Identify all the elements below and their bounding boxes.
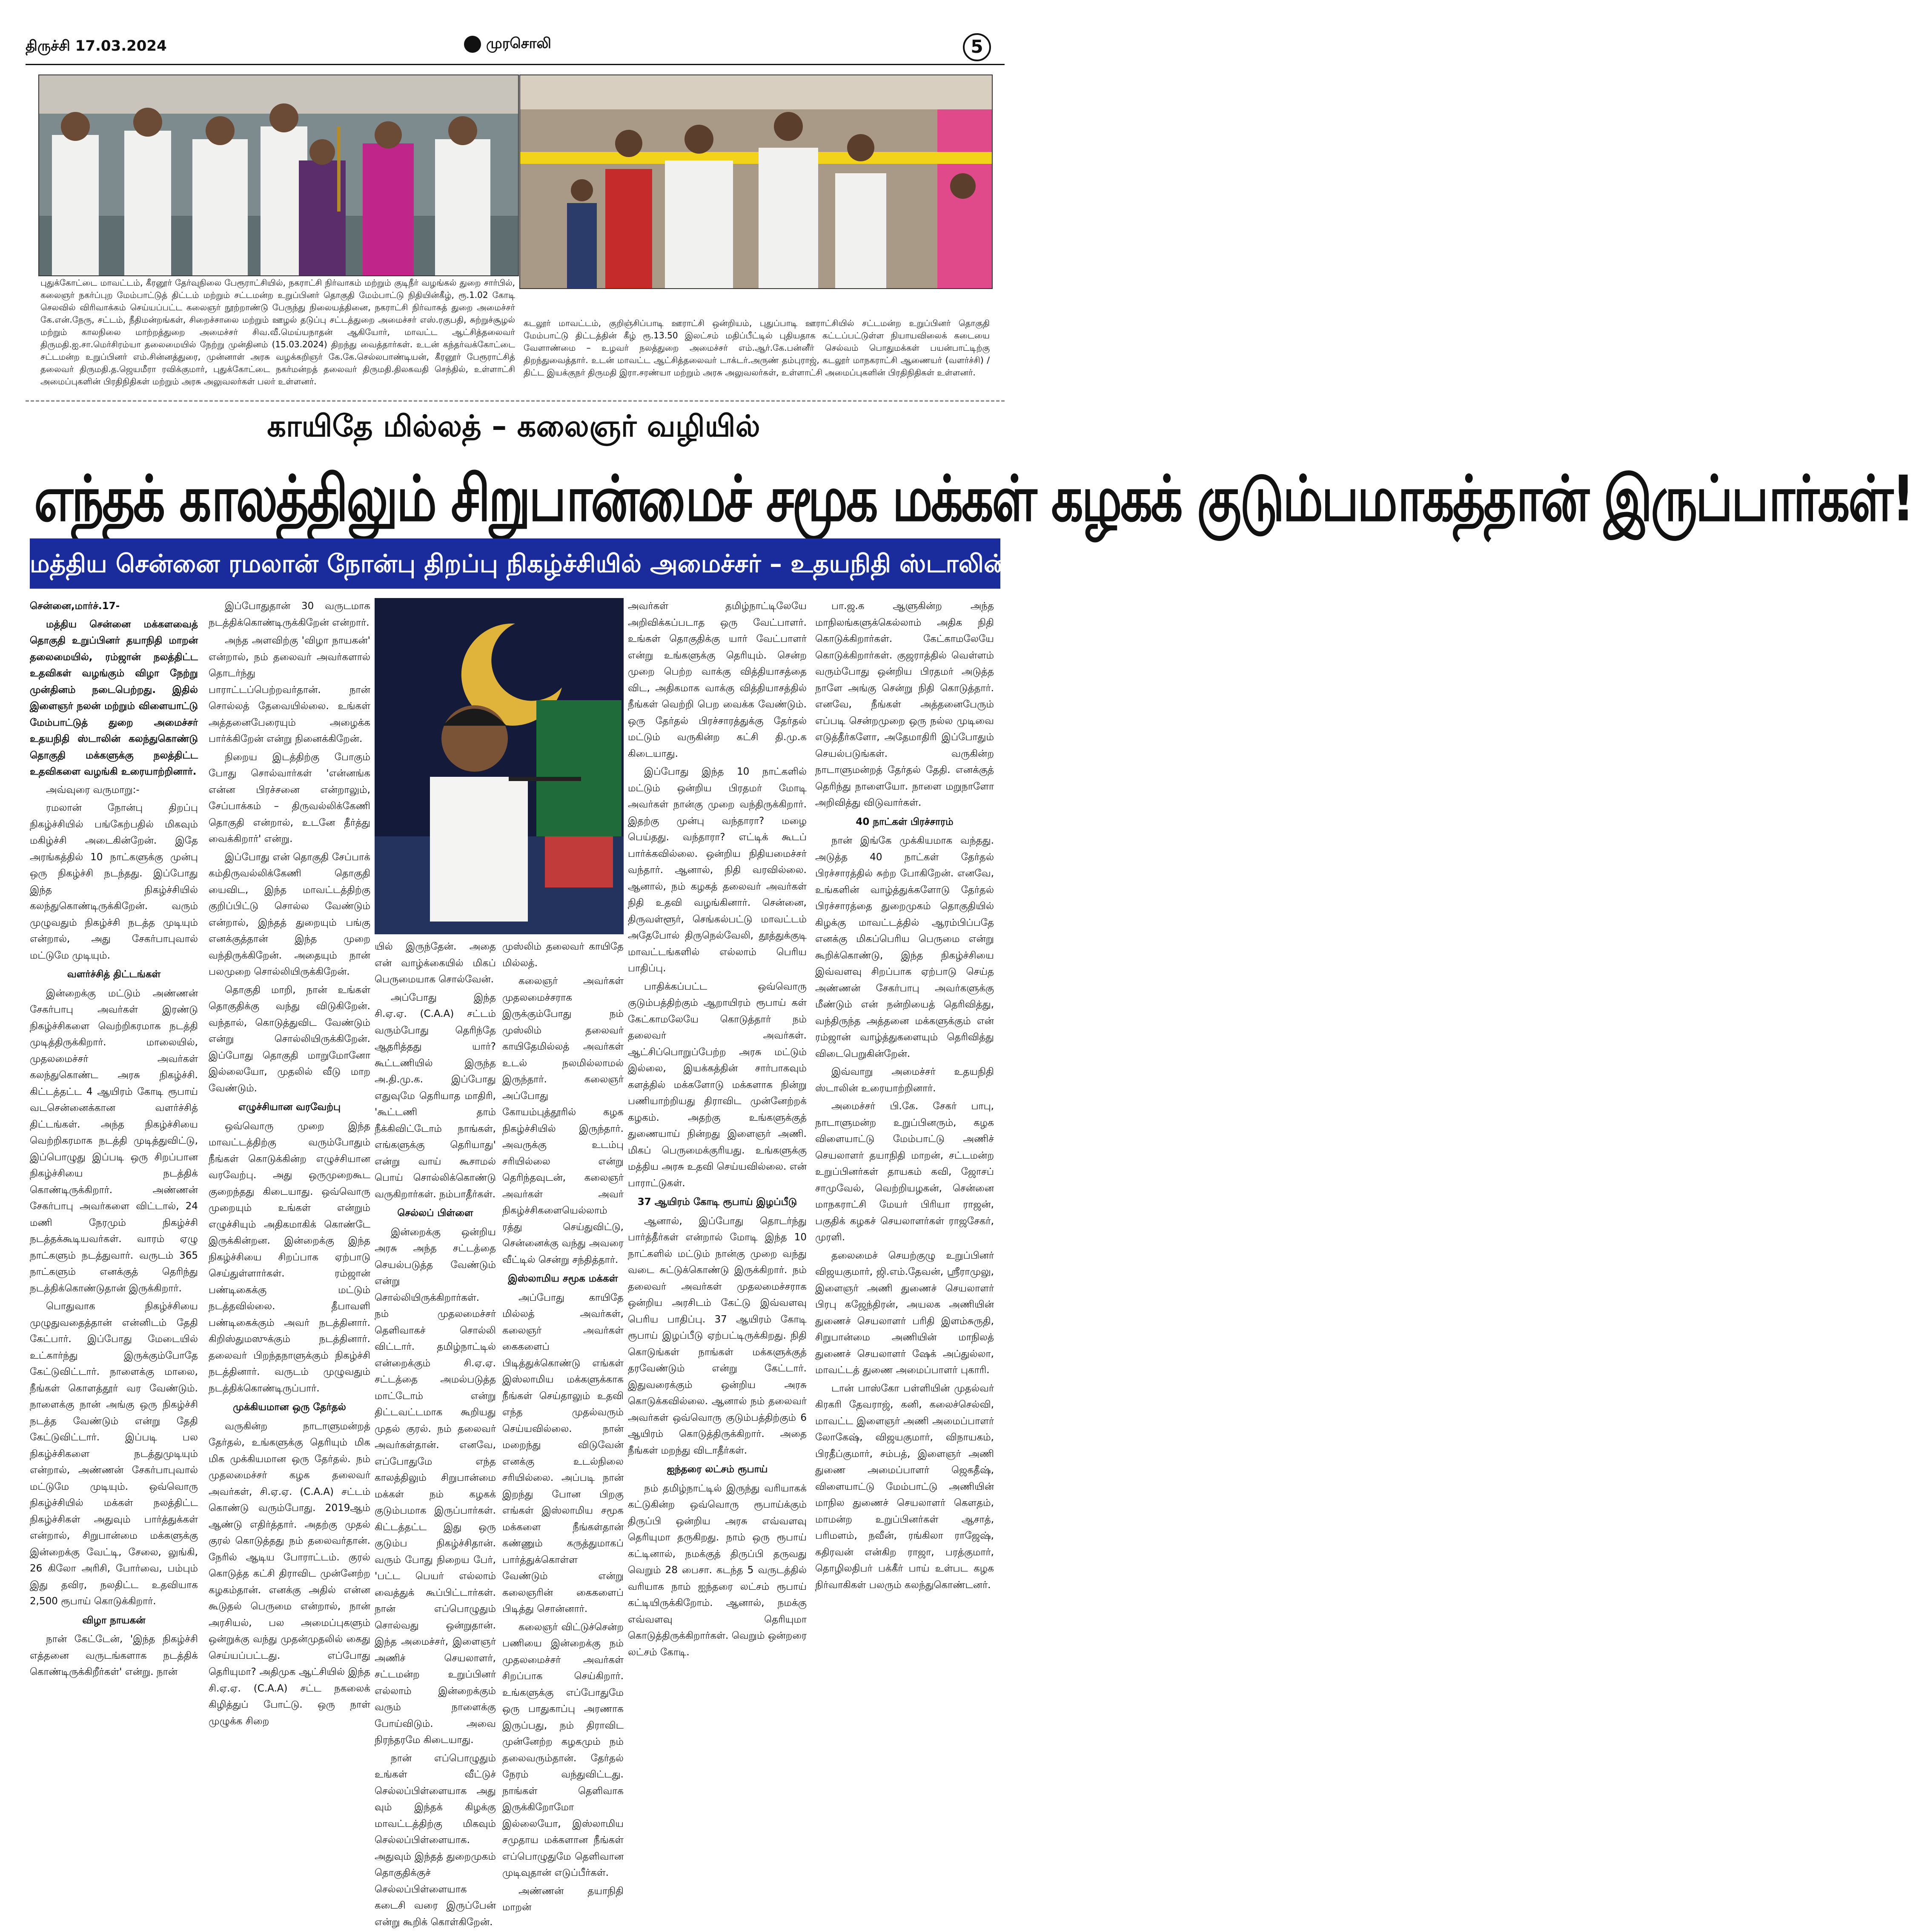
paragraph: நான் இங்கே முக்கியமாக வந்தது. அடுத்த 40 நாட்கள் தேர்தல் பிரச்சாரத்தில் சுற்ற போகிறேன். எனவே, உங்களின் வாழ்த்துக்களோடு தேர்தல் பிரச்சாரத்தை துறைமுகம் தொகுதியில் கிழக்கு மாவட்டத்தில் ஆரம்பிப்பதே எனக்கு மிகப்பெரிய பெருமை என்று கூறிக்கொண்டு, இந்த நிகழ்ச்சியை இவ்வளவு சிறப்பாக ஏற்பாடு செய்த அண்ணன் சேகர்பாபு அவர்களுக்கு மீண்டும் என் நன்றியைத் தெரிவித்து, வந்திருந்த அத்தனை மக்களுக்கும் என் ரம்ஜான் வாழ்த்துகளையும் தெரிவித்து விடைபெறுகின்றேன். bbox=[815, 835, 994, 1059]
subheading: 37 ஆயிரம் கோடி ரூபாய் இழப்பீடு bbox=[637, 1196, 797, 1208]
subheading: ஐந்தரை லட்சம் ரூபாய் bbox=[667, 1464, 768, 1475]
paragraph: இப்போது என் தொகுதி சேப்பாக் கம்திருவல்லிக்கேணி தொகுதி யைவிட, இந்த மாவட்டத்திற்கு குறிப்பிட்டு சொல்ல வேண்டும் என்றால், இந்தத் துறையும் பங்கு எனக்குத்தான் இந்த முறை வந்திருக்கிறேன். அதையும் நான் பலமுறை சொல்லியிருக்கிறேன். bbox=[209, 851, 370, 977]
header-rule bbox=[26, 64, 1005, 65]
paragraph: கலைஞர் அவர்கள் முதலமைச்சராக இருக்கும்போது நம் முஸ்லிம் தலைவர் காயிதேமில்லத் அவர்கள் உடல் நலமில்லாமல் இருந்தார். கலைஞர் அப்போது கோயம்புத்தூரில் கழக நிகழ்ச்சியில் இருந்தார். அவருக்கு உடம்பு சரியில்லை என்று தெரிந்தவுடன், கலைஞர் அவர்கள் அவர் நிகழ்ச்சிகளையெல்லாம் ரத்து செய்துவிட்டு, சென்னைக்கு வந்து அவரை வீட்டில் சென்று சந்தித்தார். bbox=[502, 976, 624, 1265]
paragraph: நான் கேட்டேன், 'இந்த நிகழ்ச்சி எத்தனை வருடங்களாக நடத்திக் கொண்டிருக்கிறீர்கள்' என்று. நான் bbox=[30, 1634, 198, 1677]
kicker: காயிதே மில்லத் – கலைஞர் வழியில் bbox=[267, 409, 760, 444]
subheading: இஸ்லாமிய சமூக மக்கள் bbox=[508, 1273, 618, 1284]
photo2-caption: கடலூர் மாவட்டம், குறிஞ்சிப்பாடி ஊராட்சி ஒன்றியம், புதுப்பாடி ஊராட்சியில் சட்டமன்ற உறுப்பினர் தொகுதி மேம்பாட்டு திட்டத்தின் கீழ் ரூ.13.50 இலட்சம் மதிப்பீட்டில் புதியதாக கட்டப்பட்டுள்ள நியாயவிலைக் கடையை வேளாண்மை – உழவர் நலத்துறை அமைச்சர் எம்.ஆர்.கே.பன்னீர் செல்வம் பொதுமக்கள் பயன்பாட்டிற்கு திறந்துவைத்தார். உடன் மாவட்ட ஆட்சித்தலைவர் டாக்டர்.அருண் தம்புராஜ், கடலூர் மாநகராட்சி ஆணையர் (வளர்ச்சி) / திட்ட இயக்குநர் திருமதி இரா.சரண்யா மற்றும் அரசு அலுவலர்கள், உள்ளாட்சி அமைப்புகளின் பிரதிநிதிகள் உள்ளனர். bbox=[524, 318, 990, 378]
paragraph: இவ்வாறு அமைச்சர் உதயநிதி ஸ்டாலின் உரையாற்றினார். bbox=[815, 1066, 994, 1094]
subheading: எழுச்சியான வரவேற்பு bbox=[238, 1102, 341, 1113]
paragraph: அந்த அளவிற்கு 'விழா நாயகன்' என்றால், நம் தலைவர் அவர்களால் தொடர்ந்து பாராட்டப்பெற்றவர்தான். நான் சொல்லத் தேவையில்லை. உங்கள் அத்தனைபேரையும் அழைக்க பார்க்கிறேன் என்று நினைக்கிறேன். bbox=[209, 635, 370, 744]
masthead bbox=[464, 35, 551, 54]
lead-paragraph: மத்திய சென்னை மக்களவைத் தொகுதி உறுப்பினர் தயாநிதி மாறன் தலைமையில், ரம்ஜான் நலத்திட்ட உதவிகள் வழங்கும் விழா நேற்று முன்தினம் நடைபெற்றது. இதில் இளைஞர் நலன் மற்றும் விளையாட்டு மேம்பாட்டுத் துறை அமைச்சர் உதயநிதி ஸ்டாலின் கலந்துகொண்டு தொகுதி மக்களுக்கு நலத்திட்ட உதவிகளை வழங்கி உரையாற்றினார். bbox=[30, 618, 198, 777]
paragraph: ஆனால், இப்போது தொடர்ந்து பார்த்தீர்கள் என்றால் மோடி இந்த 10 நாட்களில் மட்டும் நான்கு முறை வந்து வடை சுட்டுக்கொண்டு இருக்கிறார். நம் தலைவர் அவர்கள் முதலமைச்சராக ஒன்றிய அரசிடம் கேட்டு இவ்வளவு பெரிய பாதிப்பு. 37 ஆயிரம் கோடி ரூபாய் இழப்பீடு ஏற்பட்டிருக்கிறது. நிதி கொடுங்கள் நாங்கள் மக்களுக்குத் தரவேண்டும் என்று கேட்டார். இதுவரைக்கும் ஒன்றிய அரசு கொடுக்கவில்லை. ஆனால் நம் தலைவர் அவர்கள் ஒவ்வொரு குடும்பத்திற்கும் 6 ஆயிரம் கொடுத்திருக்கிறார். அதை நீங்கள் மறந்து விடாதீர்கள். bbox=[628, 1215, 807, 1456]
paragraph: அப்போது இந்த சி.ஏ.ஏ. (C.A.A) சட்டம் வரும்போது தெரிந்தே ஆதரித்தது யார்? கூட்டணியில் இருந்த அ.தி.மு.க. இப்போது எதுவுமே தெரியாத மாதிரி, 'கூட்டணி தாம் நீக்கிவிட்டோம் நாங்கள், எங்களுக்கு தெரியாது' என்று வாய் கூசாமல் பொய் சொல்லிக்கொண்டு வருகிறார்கள். நம்பாதீர்கள். bbox=[375, 992, 496, 1200]
photo-ration-shop-opening bbox=[519, 74, 993, 289]
paragraph: நம் தமிழ்நாட்டில் இருந்து வரியாகக் கட்டுகின்ற ஒவ்வொரு ரூபாய்க்கும் திருப்பி ஒன்றிய அரசு எவ்வளவு தெரியுமா தருகிறது. நாம் ஒரு ரூபாய் கட்டினால், நமக்குத் திருப்பி தருவது வெறும் 28 பைசா. கடந்த 5 வருடத்தில் வரியாக நாம் ஐந்தரை லட்சம் ரூபாய் கட்டியிருக்கிறோம். ஆனால், நமக்கு எவ்வளவு தெரியுமா கொடுத்திருக்கிறார்கள். வெறும் ஒன்றரை லட்சம் கோடி. bbox=[628, 1483, 807, 1658]
photo-inauguration-keeranur bbox=[38, 74, 519, 276]
subheadline-banner: மத்திய சென்னை ரமலான் நோன்பு திறப்பு நிகழ்ச்சியில் அமைச்சர் – உதயநிதி ஸ்டாலின் நெகிழ்ச்சி! bbox=[30, 538, 1000, 589]
paragraph: ஒவ்வொரு முறை இந்த மாவட்டத்திற்கு வரும்போதும் நீங்கள் கொடுக்கின்ற எழுச்சியான வரவேற்பு. அது ஒருமுறைகூட குறைந்தது கிடையாது. ஒவ்வொரு முறையும் உங்கள் என்றும் எழுச்சியும் அதிகமாகிக் கொண்டே இருக்கின்றன. இன்றைக்கு இந்த நிகழ்ச்சியை சிறப்பாக ஏற்பாடு செய்துள்ளார்கள். ரம்ஜான் பண்டிகைக்கு மட்டும் நடத்தவில்லை. தீபாவளி பண்டிகைக்கும் அவர் நடத்தினார். கிறிஸ்துமஸுக்கும் நடத்தினார். தலைவர் பிறந்தநாளுக்கும் நிகழ்ச்சி நடத்தினார். வருடம் முழுவதும் நடத்திக்கொண்டிருப்பார். bbox=[209, 1120, 370, 1394]
paper-name: முரசொலி bbox=[486, 35, 551, 52]
subheading: வளர்ச்சித் திட்டங்கள் bbox=[67, 969, 161, 980]
subheading: விழா நாயகன் bbox=[82, 1614, 146, 1626]
subheading: 40 நாட்கள் பிரச்சாரம் bbox=[856, 816, 954, 827]
photo1-caption: புதுக்கோட்டை மாவட்டம், கீரனூர் தேர்வுநிலை பேரூராட்சியில், நகராட்சி நிர்வாகம் மற்றும் குடிநீர் வழங்கல் துறை சார்பில், கலைஞர் நகர்ப்புற மேம்பாட்டுத் திட்டம் மற்றும் சட்டமன்ற உறுப்பினர் தொகுதி மேம்பாட்டு நிதியின்கீழ், ரூ.1.02 கோடி செலவில் விரிவாக்கம் செய்யப்பட்ட கலைஞர் நூற்றாண்டு பேருந்து நிலையத்தினை, நகராட்சி நிர்வாகத் துறை அமைச்சர் கே.என்.நேரு, சட்டம், நீதிமன்றங்கள், சிறைச்சாலை மற்றும் ஊழல் தடுப்பு சட்டத்துறை அமைச்சர் எஸ்.ரகுபதி, சுற்றுச்சூழல் மற்றும் காலநிலை மாற்றத்துறை அமைச்சர் சிவ.வீ.மெய்யநாதன் ஆகியோர், மாவட்ட ஆட்சித்தலைவர் திருமதி.ஐ.சா.மெர்சிரம்யா தலைமையில் நேற்று முன்தினம் (15.03.2024) திறந்து வைத்தார்கள். உடன் கந்தர்வக்கோட்டை சட்டமன்ற உறுப்பினர் எம்.சின்னத்துரை, முன்னாள் அரசு வழக்கறிஞர் கே.கே.செல்லபாண்டியன், கீரனூர் பேரூராட்சித் தலைவர் திருமதி.த.ஜெயமீரா ரவிக்குமார், புதுக்கோட்டை நகர்மன்றத் தலைவர் திருமதி.திலகவதி செந்தில், உள்ளாட்சி அமைப்புகளின் பிரதிநிதிகள் மற்றும் அரசு அலுவலர்கள் பலர் உள்ளனர். bbox=[40, 278, 515, 386]
paragraph: டான் பாஸ்கோ பள்ளியின் முதல்வர் கிரகரி தேவராஜ், கனி, கலைச்செல்வி, மாவட்ட இளைஞர் அணி அமைப்பாளர் லோகேஷ், விஜயகுமார், விநாயகம், பிரதீப்குமார், சம்பத், இளைஞர் அணி துணை அமைப்பாளர் ஜெகதீஷ், விளையாட்டு மேம்பாட்டு அணியின் மாநில துணைச் செயலாளர் கௌதம், மாமன்ற உறுப்பினர்கள் ஆசாத், பரிமளம், நவீன், ரங்கிலா ராஜேஷ், கதிரவன் என்கிற ராஜா, பரத்குமார், தொழிலதிபர் பக்கீர் பாய் உள்பட கழக நிர்வாகிகள் பலரும் கலந்துகொண்டனர். bbox=[815, 1382, 994, 1591]
paragraph: தலைமைச் செயற்குழு உறுப்பினர் விஜயகுமார், ஜி.எம்.தேவன், ஸ்ரீராமுலு, இளைஞர் அணி துணைச் செயலாளர் பிரபு கஜேந்திரன், அயலக அணியின் துணைச் செயலாளர் பரிதி இளம்சுருதி, சிறுபான்மை அணியின் மாநிலத் துணைச் செயலாளர் ஷேக் அப்துல்லா, மாவட்டத் துணை அமைப்பாளர் புகாரி. bbox=[815, 1250, 994, 1376]
photo-udhayanidhi-speech bbox=[375, 598, 624, 934]
page-dateline: திருச்சி 17.03.2024 bbox=[26, 37, 167, 54]
article-column-2 bbox=[209, 598, 370, 1731]
article-column-5 bbox=[628, 598, 807, 1662]
paragraph: இன்றைக்கு மட்டும் அண்ணன் சேகர்பாபு அவர்கள் இரண்டு நிகழ்ச்சிகளை வெற்றிகரமாக நடத்தி முடித்திருக்கிறார். மாலையில், முதலமைச்சர் அவர்கள் கலந்துகொண்ட அரசு நிகழ்ச்சி. கிட்டத்தட்ட 4 ஆயிரம் கோடி ரூபாய் வடசென்னைக்கான வளர்ச்சித் திட்டங்கள். அந்த நிகழ்ச்சியை வெற்றிகரமாக நடத்தி முடித்துவிட்டு, இப்பொழுது இப்படி ஒரு சிறப்பான நிகழ்ச்சியை நடத்திக் கொண்டிருக்கிறார். அண்ணன் சேகர்பாபு அவர்களை விட்டால், 24 மணி நேரமும் நிகழ்ச்சி நடத்தக்கூடியவர்கள். வாரம் ஏழு நாட்களும் நடத்துவார். வருடம் 365 நாட்களும் எனக்குத் தெரிந்து நடத்திக்கொண்டுதான் இருக்கிறார். bbox=[30, 987, 198, 1294]
paragraph: இப்போதுதான் 30 வருடமாக நடத்திக்கொண்டிருக்கிறேன் என்றார். bbox=[209, 601, 370, 628]
paragraph: இப்போது இந்த 10 நாட்களில் மட்டும் ஒன்றிய பிரதமர் மோடி அவர்கள் நான்கு முறை வந்திருக்கிறார். இதற்கு முன்பு வந்தாரா? மழை பெய்தது. வந்தாரா? எட்டிக் கூடப் பார்க்கவில்லை. ஒன்றிய நிதியமைச்சர் வந்தார். ஆனால், நிதி வரவில்லை. ஆனால், நம் கழகத் தலைவர் அவர்கள் நிதி உதவி வழங்கினார். சென்னை, திருவள்ளூர், செங்கல்பட்டு மாவட்டம் அதேபோல் திருநெல்வேலி, தூத்துக்குடி மாவட்டங்களில் எல்லாம் பெரிய பாதிப்பு. bbox=[628, 766, 807, 974]
paragraph: பா.ஜ.க ஆளுகின்ற அந்த மாநிலங்களுக்கெல்லாம் அதிக நிதி கொடுக்கிறார்கள். கேட்காமலேயே கொடுக்கிறார்கள். குஜராத்தில் வெள்ளம் வரும்போது ஒன்றிய பிரதமர் அடுத்த நாளே அங்கு சென்று நிதி கொடுத்தார். எனவே, நீங்கள் அத்தனைபேரும் எப்படி சென்றமுறை ஒரு நல்ல முடிவை எடுத்தீர்களோ, அதேமாதிரி இப்போதும் செயல்படுங்கள். வருகின்ற நாடாளுமன்றத் தேர்தல் தேதி. எனக்குத் தெரிந்து நாளையோ. நாளை மறுநாளோ அறிவித்து விடுவார்கள். bbox=[815, 601, 994, 808]
section-divider bbox=[26, 400, 1005, 402]
paragraph: அவர்கள் தமிழ்நாட்டிலேயே அறிவிக்கப்படாத ஒரு வேட்பாளர். உங்கள் தொகுதிக்கு யார் வேட்பாளர் என்று உங்களுக்கு தெரியும். சென்ற முறை பெற்ற வாக்கு வித்தியாசத்தை விட, அதிகமாக வாக்கு வித்தியாசத்தில் நீங்கள் வெற்றி பெற வைக்க வேண்டும். ஒரு தேர்தல் பிரச்சாரத்துக்கு தேர்தல் மட்டும் வருகின்ற கட்சி தி.மு.க கிடையாது. bbox=[628, 601, 807, 759]
paragraph: வருகின்ற நாடாளுமன்றத் தேர்தல், உங்களுக்கு தெரியும் மிக மிக முக்கியமான ஒரு தேர்தல். நம் முதலமைச்சர் கழக தலைவர் அவர்கள், சி.ஏ.ஏ. (C.A.A) சட்டம் கொண்டு வரும்போது. 2019ஆம் ஆண்டு எதிர்த்தார். அதற்கு முதல் குரல் கொடுத்தது நம் தலைவர்தான். நேரில் ஆடிய போராட்டம். குரல் கொடுத்த கட்சி திராவிட முன்னேற்ற கழகம்தான். எனக்கு அதில் என்ன கூடுதல் பெருமை என்றால், நான் அரசியல், பல அமைப்புகளும் ஒன்றுக்கு வந்து முதன்முதலில் கைது செய்யப்பட்டது. எப்போது தெரியுமா? அதிமுக ஆட்சியில் இந்த சி.ஏ.ஏ. (C.A.A) சட்ட நகலைக் கிழித்துப் போட்டு. ஒரு நாள் முழுக்க சிறை bbox=[209, 1420, 370, 1727]
paragraph: பொதுவாக நிகழ்ச்சியை முழுதுவதைத்தான் என்னிடம் தேதி கேட்பார். இப்போது மேடையில் உட்கார்ந்து இருக்கும்போதே கேட்டுவிட்டார். நாளைக்கு மாலை, நீங்கள் கொளத்தூர் வர வேண்டும். நாளைக்கு நான் அங்கு ஒரு நிகழ்ச்சி நடத்த வேண்டும் என்று தேதி கேட்டுவிட்டார். இப்படி பல நிகழ்ச்சிகளை நடத்துமுடியும் என்றால், அண்ணன் சேகர்பாபுவால் மட்டுமே முடியும். ஒவ்வொரு நிகழ்ச்சியில் மக்கள் நலத்திட்ட நிகழ்ச்சிகள் அதுவும் பார்த்துக்கள் என்றால், சிறுபான்மை மக்களுக்கு இன்றைக்கு வேட்டி, சேலை, லுங்கி, 26 கிலோ அரிசி, போர்வை, பம்பும் இது தவிர, நலதிட்ட உதவியாக 2,500 ரூபாய் கொடுக்கிறார். bbox=[30, 1301, 198, 1607]
paragraph: நான் எப்பொழுதும் உங்கள் வீட்டுச் செல்லப்பிள்ளையாக அது வும் இந்தக் கிழக்கு மாவட்டத்திற்கு மிகவும் செல்லப்பிள்ளையாக. அதுவும் இந்தத் துறைமுகம் தொகுதிக்குச் செல்லப்பிள்ளையாக கடைசி வரை இருப்பேன் என்று கூறிக் கொள்கிறேன். bbox=[375, 1752, 496, 1928]
paragraph: கலைஞர் விட்டுச்சென்ற பணியை இன்றைக்கு நம் முதலமைச்சர் அவர்கள் சிறப்பாக செய்கிறார். உங்களுக்கு எப்போதுமே ஒரு பாதுகாப்பு அரணாக இருப்பது, நம் திராவிட முன்னேற்ற கழகமும் நம் தலைவரும்தான். தேர்தல் நேரம் வந்துவிட்டது. நாங்கள் தெளிவாக இருக்கிறோமோ இல்லையோ, இஸ்லாமிய சமுதாய மக்களான நீங்கள் எப்பொழுதுமே தெளிவான முடிவுதான் எடுப்பீர்கள். bbox=[502, 1621, 624, 1878]
page-number: 5 bbox=[963, 33, 991, 61]
paragraph: அண்ணன் தயாநிதி மாறன் bbox=[502, 1885, 624, 1913]
subheading: செல்லப் பிள்ளை bbox=[397, 1208, 473, 1219]
paragraph: இன்றைக்கு ஒன்றிய அரசு அந்த சட்டத்தை செயல்படுத்த வேண்டும் என்று சொல்லியிருக்கிறார்கள். நம் முதலமைச்சர் தெளிவாகச் சொல்லி விட்டார். தமிழ்நாட்டில் என்றைக்கும் சி.ஏ.ஏ. சட்டத்தை அமல்படுத்த மாட்டோம் என்று திட்டவட்டமாக கூறியது முதல் குரல். நம் தலைவர் அவர்கள்தான். எனவே, எப்போதுமே எந்த காலத்திலும் சிறுபான்மை மக்கள் நம் கழகக் குடும்பமாக இருப்பார்கள். கிட்டத்தட்ட இது ஒரு குடும்ப நிகழ்ச்சிதான். வரும் போது நிறைய பேர், 'பட்ட பெயர் எல்லாம் வைத்துக் கூப்பிட்டார்கள். நான் எப்பொழுதும் சொல்வது ஒன்றுதான். இந்த அமைச்சர், இளைஞர் அணிச் செயலாளர், சட்டமன்ற உறுப்பினர் எல்லாம் இன்றைக்கும் வரும் நாளைக்கு போய்விடும். அவை நிரந்தரமே கிடையாது. bbox=[375, 1226, 496, 1746]
article-column-3 bbox=[375, 939, 496, 1932]
article-column-6 bbox=[815, 598, 994, 1595]
paragraph: அவ்வுரை வருமாறு:- bbox=[46, 784, 140, 796]
paragraph: நிறைய இடத்திற்கு போகும் போது சொல்வார்கள் 'என்னங்க என்ன பிரச்சனை என்றாலும், சேப்பாக்கம் – திருவல்லிக்கேணி தொகுதி என்றால், உடனே தீர்த்து வைக்கிறார்' என்று. bbox=[209, 751, 370, 844]
paper-logo-icon bbox=[464, 36, 481, 53]
paragraph: யில் இருந்தேன். அதை என் வாழ்க்கையில் மிகப் பெருமையாக சொல்வேன். bbox=[375, 941, 496, 985]
subheading: முக்கியமான ஒரு தேர்தல் bbox=[233, 1402, 346, 1413]
paragraph: அமைச்சர் பி.கே. சேகர் பாபு, நாடாளுமன்ற உறுப்பினரும், கழக விளையாட்டு மேம்பாட்டு அணிச் செயலாளர் தயாநிதி மாறன், சட்டமன்ற உறுப்பினர்கள் தாயகம் கவி, ஜோசப் சாமுவேல், வெற்றியழகன், சென்னை மாநகராட்சி மேயர் பிரியா ராஜன், பகுதிக் கழகச் செயலாளர்கள் ராஜசேகர், முரளி. bbox=[815, 1101, 994, 1243]
paragraph: பாதிக்கப்பட்ட ஒவ்வொரு குடும்பத்திற்கும் ஆறாயிரம் ரூபாய் கள் கேட்காமலேயே கொடுத்தார் நம் தலைவர் அவர்கள். ஆட்சிப்பொறுப்பேற்ற அரசு மட்டும் இல்லை, இயக்கத்தின் சார்பாகவும் களத்தில் மக்களோடு மக்களாக நின்று பணியாற்றியது திராவிட முன்னேற்றக் கழகம். அதற்கு உங்களுக்குத் துணையாய் நின்றது இளைஞர் அணி. மிகப் பெருமைக்குரியது. உங்களுக்கு மத்திய அரசு உதவி செய்யவில்லை. என் பாராட்டுகள். bbox=[628, 981, 807, 1189]
dateline: சென்னை,மார்ச்.17- bbox=[30, 601, 120, 612]
headline: எந்தக் காலத்திலும் சிறுபான்மைச் சமூக மக்கள் கழகக் குடும்பமாகத்தான் இருப்பார்கள்! bbox=[34, 462, 1913, 535]
paragraph: முஸ்லிம் தலைவர் காயிதே மில்லத். bbox=[502, 941, 624, 969]
paragraph: தொகுதி மாறி, நான் உங்கள் தொகுதிக்கு வந்து விடுகிறேன். வந்தால், கொடுத்துவிட வேண்டும் என்று சொல்லியிருக்கிறேன். இப்போது தொகுதி மாறுமோனோ இல்லையோ, முதலில் வீடு மாற வேண்டும். bbox=[209, 984, 370, 1094]
paragraph: ரமலான் நோன்பு திறப்பு நிகழ்ச்சியில் பங்கேற்பதில் மிகவும் மகிழ்ச்சி அடைகின்றேன். இதே அரங்கத்தில் 10 நாட்களுக்கு முன்பு ஒரு நிகழ்ச்சி நடந்தது. இப்போது இந்த நிகழ்ச்சியில் கலந்துகொண்டிருக்கிறேன். வரும் முழுவதும் நிகழ்ச்சி நடத்த முடியும் என்றால், அது சேகர்பாபுவால் மட்டுமே முடியும். bbox=[30, 802, 198, 961]
paragraph: அப்போது காயிதே மில்லத் அவர்கள், கலைஞர் அவர்கள் கைகளைப் பிடித்துக்கொண்டு எங்கள் இஸ்லாமிய மக்களுக்காக நீங்கள் செய்தாலும் உதவி எந்த முதல்வரும் செய்யவில்லை. நான் மறைந்து விடுவேன் எனக்கு உடல்நிலை சரியில்லை. அப்படி நான் இறந்து போன பிறகு எங்கள் இஸ்லாமிய சமூக மக்களை நீங்கள்தான் கண்ணும் கருத்துமாகப் பார்த்துக்கொள்ள வேண்டும் என்று கலைஞரின் கைகளைப் பிடித்து சொன்னார். bbox=[502, 1292, 624, 1614]
article-column-1 bbox=[30, 598, 198, 1682]
article-column-4 bbox=[502, 939, 624, 1918]
